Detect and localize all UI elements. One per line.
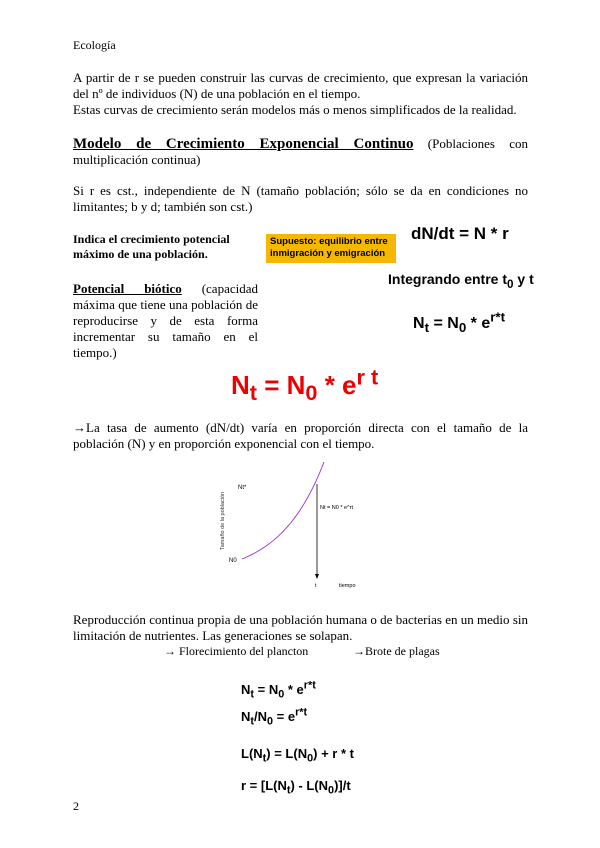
intro-line-1: A partir de r se pueden construir las curvas de crecimiento, que expresan la variación del nº de individuos (N) de una población en el tiempo. <box>73 70 528 101</box>
equation-4 <box>241 778 351 797</box>
eq-part: L(N <box>241 746 263 761</box>
integrando-sub: 0 <box>507 277 514 291</box>
eq-part: ) = L(N <box>266 746 308 761</box>
formula-part: * e <box>317 370 357 400</box>
differential-equation: dN/dt = N * r <box>411 224 509 243</box>
example-plancton: → Florecimiento del plancton <box>164 644 309 658</box>
model-title: Modelo de Crecimiento Exponencial Continuo <box>73 136 414 152</box>
formula-sup: r t <box>356 364 379 390</box>
example-plagas: →Brote de plagas <box>353 644 440 658</box>
model-heading <box>73 136 528 168</box>
page-number: 2 <box>73 799 79 813</box>
eq-sub: t <box>262 752 267 765</box>
eq-sub: 0 <box>458 320 467 336</box>
integrando-tail: y t <box>513 271 534 287</box>
potencial-desc: (capacidad máxima que tiene una población de reproducirse y de esta forma incrementar su tamaño en el tiempo.) <box>73 281 258 360</box>
eq-sup: r*t <box>303 679 316 692</box>
model-subtitle: (Poblaciones con multiplicación continua) <box>73 136 528 167</box>
eq-sub: 0 <box>307 752 314 765</box>
formula-sub: t <box>249 380 257 406</box>
eq-part: /N <box>254 709 267 724</box>
rate-paragraph: →La tasa de aumento (dN/dt) varía en proporción directa con el tamaño de la población (N) y en proporción exponencial con el tiempo. <box>73 420 528 451</box>
eq-sub: 0 <box>278 688 285 701</box>
integrando-label <box>388 271 534 291</box>
formula-part: = N <box>257 370 306 400</box>
chart-xlabel: tiempo <box>339 583 356 589</box>
chart-x-marker-label: t <box>315 583 317 589</box>
formula-part: N <box>231 370 250 400</box>
eq-part: ) - L(N <box>290 778 329 793</box>
eq-part: ) + r * t <box>313 746 354 761</box>
potencial-paragraph <box>73 281 258 361</box>
eq-sub: 0 <box>328 784 335 797</box>
equation-3 <box>241 746 354 765</box>
eq-part: r = [L(N <box>241 778 287 793</box>
eq-sup: r*t <box>295 706 308 719</box>
eq-part: N <box>241 682 251 697</box>
intro-paragraph <box>73 70 528 118</box>
eq-sub: t <box>250 688 254 701</box>
chart-curve-label: Nt = N0 * e^rt <box>320 505 353 511</box>
eq-sub: 0 <box>267 715 274 728</box>
intro-line-2: Estas curvas de crecimiento serán modelos más o menos simplificados de la realidad. <box>73 102 517 117</box>
supuesto-box: Supuesto: equilibrio entre inmigración y emigración <box>266 234 396 263</box>
eq-part: = N <box>254 682 279 697</box>
integrando-text: Integrando entre t <box>388 271 508 287</box>
formula-sub: 0 <box>305 380 318 406</box>
eq-part: N <box>241 709 251 724</box>
chart-y-start-label: N0 <box>229 558 237 564</box>
eq-sub: t <box>286 784 291 797</box>
eq-part: = e <box>273 709 296 724</box>
eq-part: N <box>413 315 425 332</box>
indica-note: Indica el crecimiento potencial máximo de una población. <box>73 232 230 261</box>
eq-part: )]/t <box>334 778 351 793</box>
chart-curve <box>242 462 324 559</box>
integrated-equation <box>413 309 506 336</box>
exponential-formula <box>231 364 379 406</box>
equation-1 <box>241 679 316 701</box>
eq-sub: t <box>424 320 430 336</box>
reproduction-paragraph: Reproducción continua propia de una población humana o de bacterias en un medio sin limitación de nutrientes. Las generaciones se solapan. <box>73 612 528 643</box>
eq-part: * e <box>284 682 304 697</box>
document-header: Ecología <box>73 38 116 52</box>
chart-ylabel: Tamaño de la población <box>220 491 226 550</box>
eq-part: = N <box>429 315 459 332</box>
chart-marker-arrow <box>315 574 319 579</box>
eq-part: * e <box>466 315 491 332</box>
chart-y-end-label: Nt* <box>238 485 247 491</box>
condition-paragraph: Si r es cst., independiente de N (tamaño población; sólo se da en condiciones no limitantes; b y d; también son cst.) <box>73 183 528 214</box>
growth-chart <box>212 462 372 592</box>
eq-sub: t <box>250 715 254 728</box>
potencial-term: Potencial biótico <box>73 281 182 296</box>
equation-2 <box>241 706 308 728</box>
eq-sup: r*t <box>490 309 506 325</box>
